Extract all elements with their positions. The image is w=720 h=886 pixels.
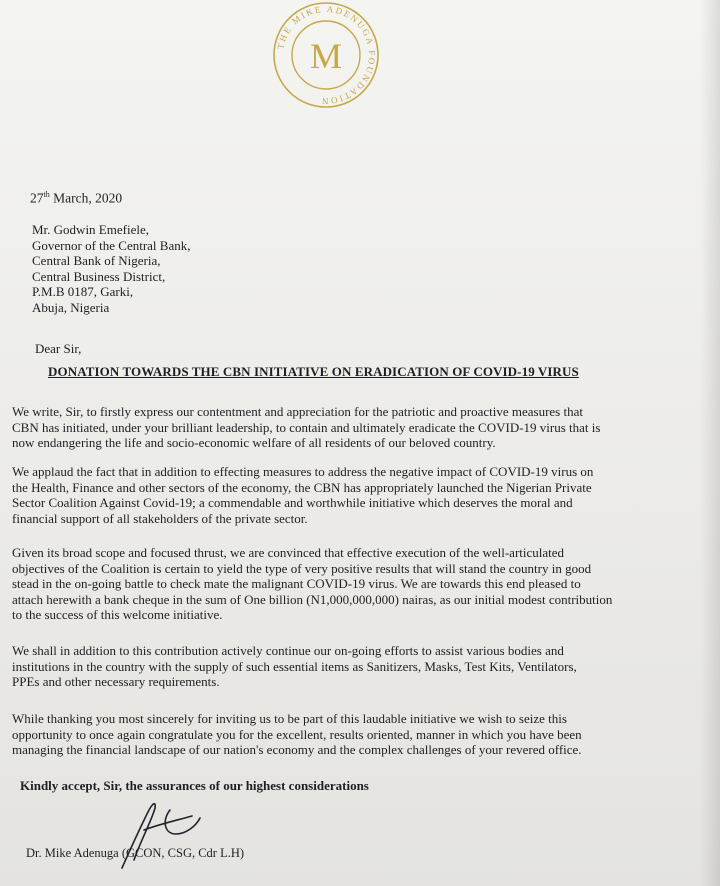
date-suffix: th bbox=[43, 190, 50, 199]
signer-name: Dr. Mike Adenuga (GCON, CSG, Cdr L.H) bbox=[26, 846, 245, 860]
paragraph-line: financial support of all stakeholders of the private sector. bbox=[12, 510, 308, 526]
letter-date bbox=[30, 190, 122, 207]
paragraph-line: institutions in the country with the supply of such essential items as Sanitizers, Masks, Test Kits, Ventilators, bbox=[12, 658, 577, 674]
paragraph-line: Given its broad scope and focused thrust, we are convinced that effective execution of the well-articulated bbox=[12, 545, 565, 560]
address-line: Central Bank of Nigeria, bbox=[32, 253, 161, 269]
paragraph-line: now endangering the life and socio-economic welfare of all residents of our beloved country. bbox=[12, 435, 496, 450]
subject-heading: DONATION TOWARDS THE CBN INITIATIVE ON ERADICATION OF COVID-19 VIRUS bbox=[48, 364, 579, 379]
date-day: 27 bbox=[30, 190, 44, 206]
address-line: Governor of the Central Bank, bbox=[32, 237, 191, 253]
body-paragraph bbox=[12, 404, 702, 451]
address-line: Mr. Godwin Emefiele, bbox=[32, 222, 149, 237]
paragraph-line: CBN has initiated, under your brilliant leadership, to contain and ultimately eradicate the COVID-19 virus that is bbox=[12, 419, 601, 435]
paragraph-line: PPEs and other necessary requirements. bbox=[12, 674, 220, 689]
paragraph-line: opportunity to once again congratulate you for the excellent, results oriented, manner in which you have been bbox=[12, 726, 582, 742]
body-paragraph bbox=[12, 545, 702, 623]
recipient-address bbox=[32, 222, 190, 316]
address-line: Abuja, Nigeria bbox=[32, 299, 110, 315]
address-line: P.M.B 0187, Garki, bbox=[32, 284, 134, 300]
page-edge-shadow bbox=[700, 0, 720, 886]
paragraph-line: Sector Coalition Against Covid-19; a commendable and worthwhile initiative which deserves the moral and bbox=[12, 495, 573, 510]
paragraph-line: managing the financial landscape of our nation's economy and the complex challenges of your revered office. bbox=[12, 742, 582, 757]
date-rest: March, 2020 bbox=[49, 190, 123, 206]
salutation: Dear Sir, bbox=[35, 341, 82, 356]
body-paragraph bbox=[12, 643, 702, 690]
paragraph-line: stead in the on-going battle to check mate the malignant COVID-19 virus. We are towards this end pleased to bbox=[12, 576, 581, 591]
body-paragraph bbox=[12, 711, 702, 758]
paragraph-line: We applaud the fact that in addition to effecting measures to address the negative impact of COVID-19 virus on bbox=[12, 464, 594, 479]
paragraph-line: While thanking you most sincerely for inviting us to be part of this laudable initiative we wish to seize this bbox=[12, 711, 567, 726]
paragraph-line: attach herewith a bank cheque in the sum of One billion (N1,000,000,000) nairas, as our initial modest contribution bbox=[12, 591, 613, 607]
logo-monogram: M bbox=[309, 36, 343, 76]
paragraph-line: the Health, Finance and other sectors of the economy, the CBN has appropriately launched the Nigerian Private bbox=[12, 479, 592, 495]
address-line: Central Business District, bbox=[32, 268, 166, 284]
closing-line: Kindly accept, Sir, the assurances of our highest considerations bbox=[20, 778, 369, 793]
logo-ring-text: THE MIKE ADENUGA FOUNDATION bbox=[275, 3, 378, 107]
paragraph-line: objectives of the Coalition is certain to yield the type of very positive results that will stand the country in good bbox=[12, 560, 592, 576]
paragraph-line: to the success of this welcome initiative. bbox=[12, 607, 223, 622]
body-paragraph bbox=[12, 464, 702, 526]
paragraph-line: We shall in addition to this contribution actively continue our on-going efforts to assist various bodies and bbox=[12, 643, 564, 658]
paragraph-line: We write, Sir, to firstly express our contentment and appreciation for the patriotic and proactive measures that bbox=[12, 404, 583, 419]
foundation-logo bbox=[262, 0, 390, 110]
